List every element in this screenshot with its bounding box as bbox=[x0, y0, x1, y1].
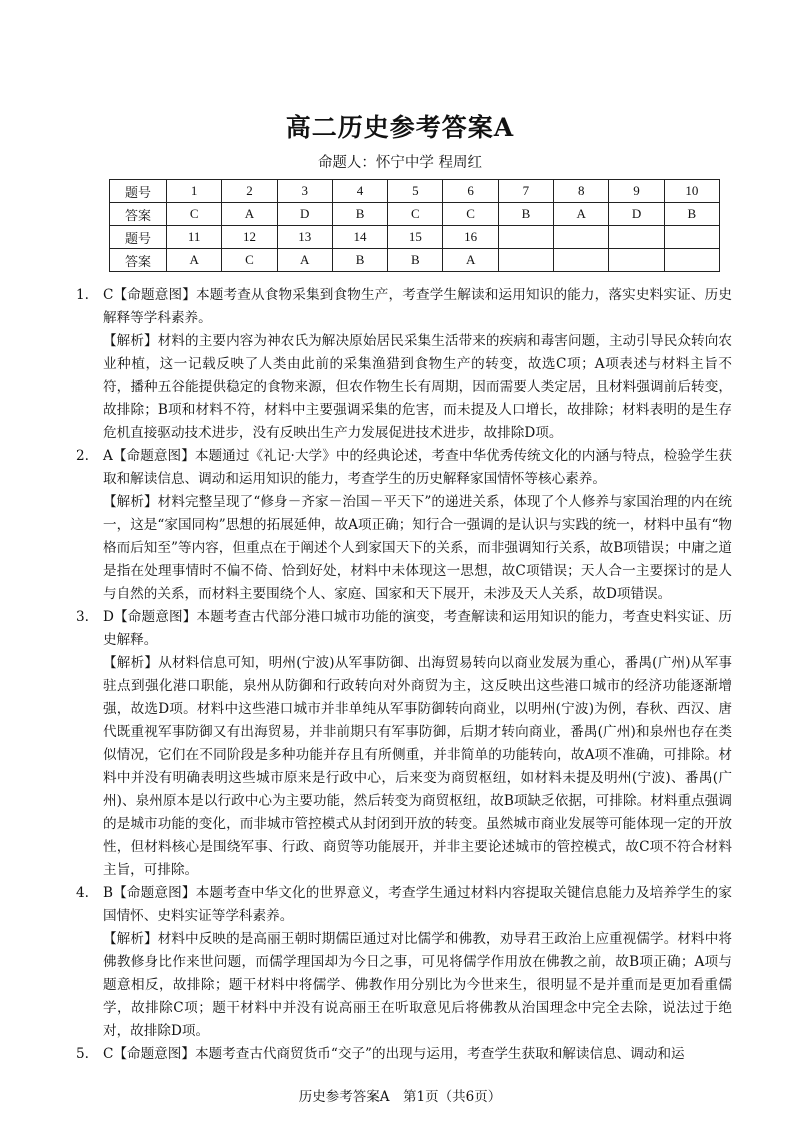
table-cell: 10 bbox=[664, 180, 719, 203]
table-cell: 8 bbox=[554, 180, 609, 203]
item-number: 3. bbox=[76, 609, 89, 625]
table-cell: D bbox=[609, 203, 664, 226]
table-cell bbox=[609, 249, 664, 272]
table-cell: A bbox=[277, 249, 332, 272]
table-cell: 13 bbox=[277, 226, 332, 249]
answer-table bbox=[109, 179, 720, 272]
item-analysis: 【解析】材料完整呈现了“修身－齐家－治国－平天下”的递进关系，体现了个人修养与家国治理的内在统一，这是“家国同构”思想的拓展延伸，故A项正确；知行合一强调的是认识与实践的统一，材料中虽有“物格而后知至”等内容，但重点在于阐述个人到家国天下的关系，而非强调知行关系，故B项错误；中庸之道是指在处理事情时不偏不倚、恰到好处，材料中未体现这一思想，故C项错误；天人合一主要探讨的是人与自然的关系，而材料主要围绕个人、家庭、国家和天下展开，未涉及天人关系，故D项错误。 bbox=[103, 494, 732, 602]
answer-item bbox=[68, 1043, 732, 1066]
answer-item bbox=[68, 882, 732, 1043]
answer-item bbox=[68, 284, 732, 445]
table-cell: 15 bbox=[388, 226, 443, 249]
answer-explanations bbox=[68, 284, 732, 1066]
table-cell bbox=[554, 249, 609, 272]
table-cell bbox=[554, 226, 609, 249]
table-cell: C bbox=[222, 249, 277, 272]
table-cell: B bbox=[332, 203, 387, 226]
table-cell: 14 bbox=[332, 226, 387, 249]
table-cell: 4 bbox=[332, 180, 387, 203]
table-cell: 2 bbox=[222, 180, 277, 203]
item-analysis: 【解析】材料的主要内容为神农氏为解决原始居民采集生活带来的疾病和毒害问题，主动引导民众转向农业种植，这一记载反映了人类由此前的采集渔猎到食物生产的转变，故选C项；A项表述与材料主旨不符，播种五谷能提供稳定的食物来源，但农作物生长有周期，因而需要人类定居，且材料强调前后转变，故排除；B项和材料不符，材料中主要强调采集的危害，而未提及人口增长，故排除；材料表明的是生存危机直接驱动技术进步，没有反映出生产力发展促进技术进步，故排除D项。 bbox=[103, 333, 732, 441]
answer-item bbox=[68, 445, 732, 606]
item-intent: D【命题意图】本题考查古代部分港口城市功能的演变，考查解读和运用知识的能力，考查史料实证、历史解释。 bbox=[103, 609, 732, 648]
item-intent: C【命题意图】本题考查古代商贸货币“交子”的出现与运用，考查学生获取和解读信息、调动和运 bbox=[103, 1046, 685, 1062]
table-cell: D bbox=[277, 203, 332, 226]
table-cell bbox=[498, 226, 553, 249]
table-cell bbox=[664, 226, 719, 249]
table-cell: B bbox=[388, 249, 443, 272]
page-footer: 历史参考答案A 第1页（共6页） bbox=[298, 1089, 502, 1105]
table-cell: A bbox=[167, 249, 222, 272]
item-number: 4. bbox=[76, 885, 89, 901]
table-cell: 3 bbox=[277, 180, 332, 203]
table-cell: C bbox=[167, 203, 222, 226]
item-analysis: 【解析】从材料信息可知，明州(宁波)从军事防御、出海贸易转向以商业发展为重心，番禺(广州)从军事驻点到强化港口职能，泉州从防御和行政转向对外商贸为主，这反映出这些港口城市的经济功能逐渐增强，故选D项。材料中这些港口城市并非单纯从军事防御转向商业，以明州(宁波)为例，春秋、西汉、唐代既重视军事防御又有出海贸易，并非前期只有军事防御，后期才转向商业，番禺(广州)和泉州也存在类似情况，它们在不同阶段是多种功能并存且有所侧重，并非简单的功能转向，故A项不准确，可排除。材料中并没有明确表明这些城市原来是行政中心，后来变为商贸枢纽，如材料未提及明州(宁波)、番禺(广州)、泉州原本是以行政中心为主要功能，然后转变为商贸枢纽，故B项缺乏依据，可排除。材料重点强调的是城市功能的变化，而非城市管控模式从封闭到开放的转变。虽然城市商业发展等可能体现一定的开放性，但材料核心是围绕军事、行政、商贸等功能展开，并非主要论述城市的管控模式，故C项不符合材料主旨，可排除。 bbox=[103, 655, 732, 878]
page-title: 高二历史参考答案A bbox=[285, 113, 515, 142]
table-row bbox=[110, 226, 720, 249]
table-cell: A bbox=[222, 203, 277, 226]
table-cell bbox=[664, 249, 719, 272]
table-cell: C bbox=[443, 203, 498, 226]
answer-item bbox=[68, 606, 732, 882]
item-number: 2. bbox=[76, 448, 89, 464]
table-cell bbox=[609, 226, 664, 249]
item-number: 5. bbox=[76, 1046, 89, 1062]
table-cell: B bbox=[664, 203, 719, 226]
row-label: 答案 bbox=[110, 203, 167, 226]
table-cell: 7 bbox=[498, 180, 553, 203]
row-label: 题号 bbox=[110, 226, 167, 249]
table-row bbox=[110, 249, 720, 272]
item-intent: A【命题意图】本题通过《礼记·大学》中的经典论述，考查中华优秀传统文化的内涵与特点，检验学生获取和解读信息、调动和运用知识的能力，考查学生的历史解释家国情怀等核心素养。 bbox=[103, 448, 732, 487]
row-label: 答案 bbox=[110, 249, 167, 272]
table-cell: 16 bbox=[443, 226, 498, 249]
author-line: 命题人：怀宁中学 程周红 bbox=[317, 155, 483, 171]
table-row bbox=[110, 180, 720, 203]
table-row bbox=[110, 203, 720, 226]
table-cell: B bbox=[332, 249, 387, 272]
row-label: 题号 bbox=[110, 180, 167, 203]
table-cell: 12 bbox=[222, 226, 277, 249]
table-cell: C bbox=[388, 203, 443, 226]
table-cell: 1 bbox=[167, 180, 222, 203]
table-cell: A bbox=[443, 249, 498, 272]
table-cell: 11 bbox=[167, 226, 222, 249]
table-cell: 6 bbox=[443, 180, 498, 203]
item-intent: B【命题意图】本题考查中华文化的世界意义，考查学生通过材料内容提取关键信息能力及培养学生的家国情怀、史料实证等学科素养。 bbox=[103, 885, 732, 924]
table-cell bbox=[498, 249, 553, 272]
table-cell: 9 bbox=[609, 180, 664, 203]
item-analysis: 【解析】材料中反映的是高丽王朝时期儒臣通过对比儒学和佛教，劝导君王政治上应重视儒学。材料中将佛教修身比作来世问题，而儒学理国却为今日之事，可见将儒学作用放在佛教之前，故B项正确；A项与题意相反，故排除；题干材料中将儒学、佛教作用分别比为今世来生，很明显不是并重而是更加看重儒学，故排除C项；题干材料中并没有说高丽王在听取意见后将佛教从治国理念中完全去除，说法过于绝对，故排除D项。 bbox=[103, 931, 732, 1039]
table-cell: A bbox=[554, 203, 609, 226]
item-number: 1. bbox=[76, 287, 89, 303]
table-cell: 5 bbox=[388, 180, 443, 203]
table-cell: B bbox=[498, 203, 553, 226]
item-intent: C【命题意图】本题考查从食物采集到食物生产，考查学生解读和运用知识的能力，落实史料实证、历史解释等学科素养。 bbox=[103, 287, 732, 326]
